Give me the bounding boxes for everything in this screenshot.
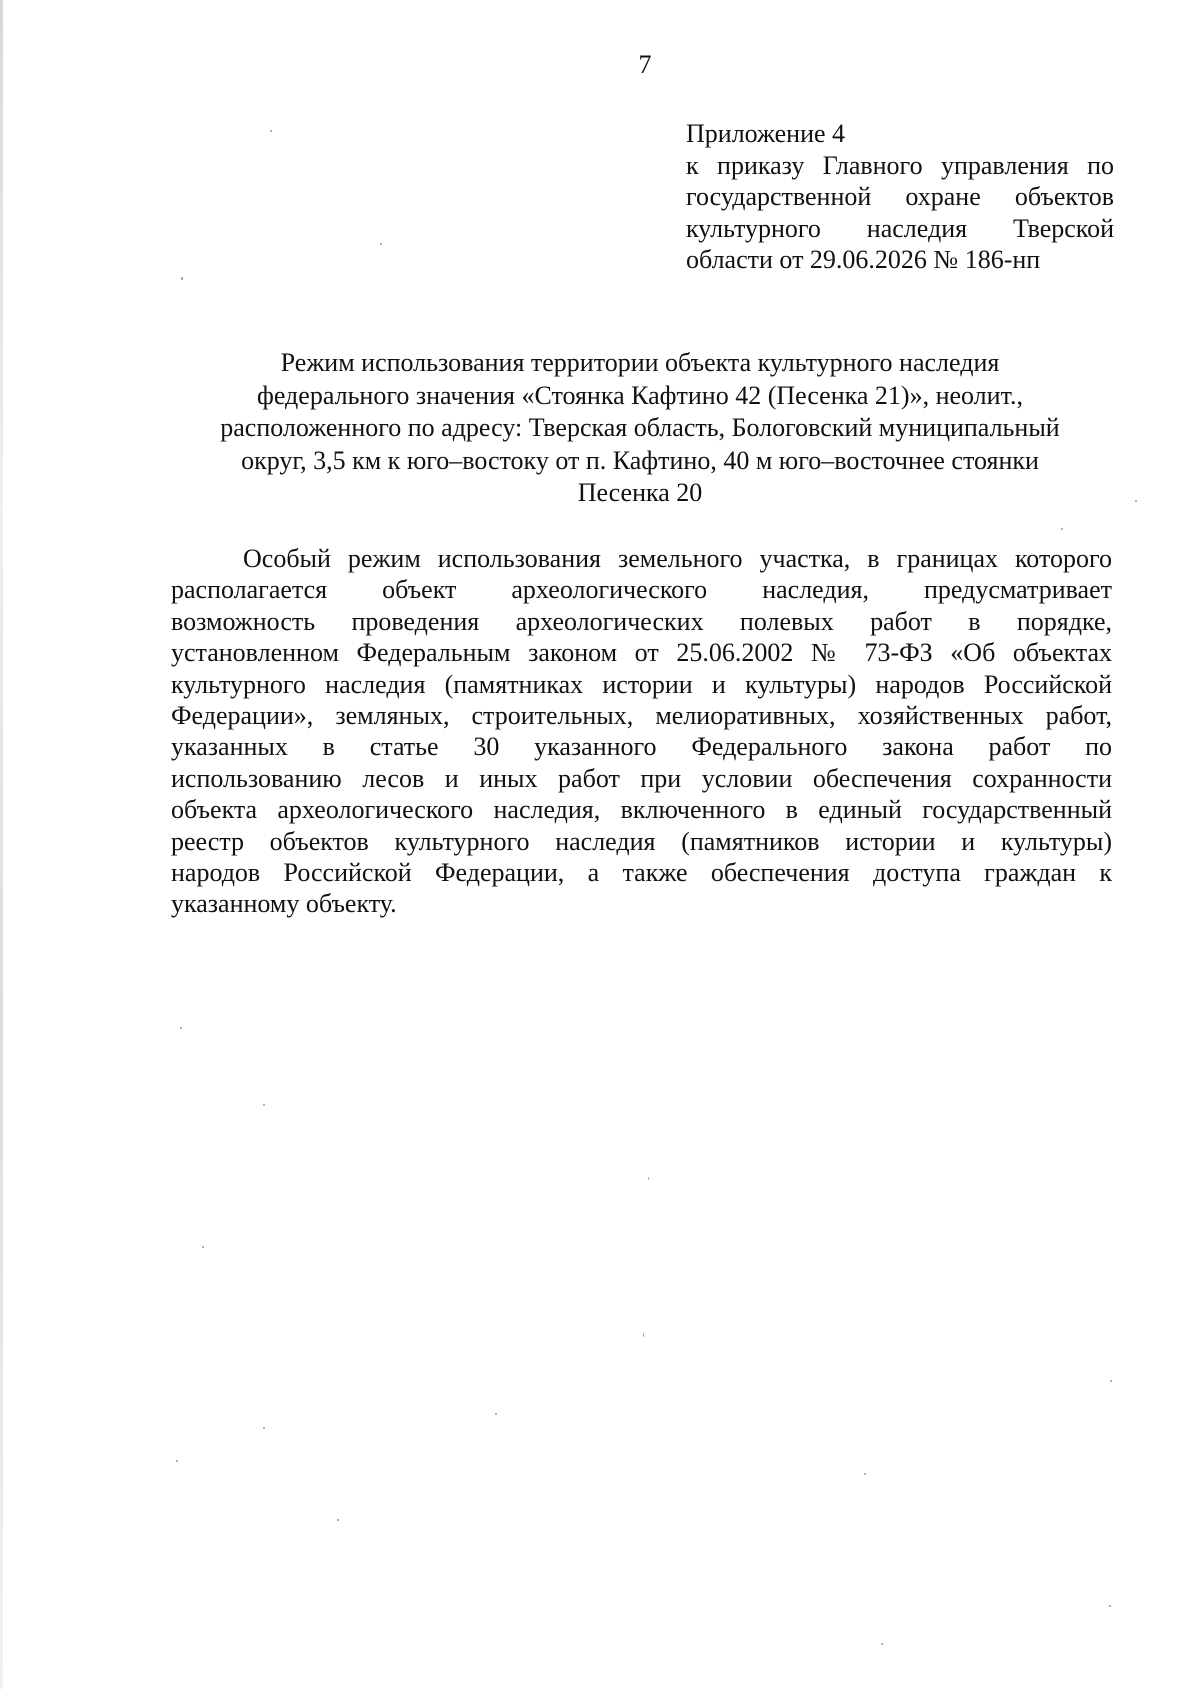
body-line: объекта археологического наследия, включенного в единый государственный: [171, 795, 1112, 825]
appendix-line: государственной охране объектов: [686, 182, 1114, 211]
title-line: расположенного по адресу: Тверская область, Бологовский муниципальный: [220, 413, 1060, 442]
scan-speck: [380, 243, 382, 245]
scan-speck: [648, 1177, 649, 1180]
scan-speck: [1135, 500, 1137, 502]
scan-speck: [270, 130, 272, 132]
scan-speck: [202, 1246, 204, 1248]
body-line: Особый режим использования земельного участка, в границах которого: [243, 544, 1112, 573]
appendix-line: культурного наследия Тверской: [686, 213, 1114, 243]
title-line: округ, 3,5 км к юго–востоку от п. Кафтино, 40 м юго–восточнее стоянки: [241, 445, 1039, 475]
scan-speck: [176, 1460, 178, 1462]
appendix-line: Приложение 4: [686, 119, 846, 148]
body-line: культурного наследия (памятниках истории и культуры) народов Российской: [171, 669, 1112, 699]
appendix-line: области от 29.06.2026 № 186-нп: [686, 245, 1041, 274]
appendix-line: к приказу Главного управления по: [686, 150, 1114, 180]
body-paragraph: [171, 543, 1112, 920]
title-line: Песенка 20: [577, 478, 703, 507]
title-line: Режим использования территории объекта культурного наследия: [280, 348, 1000, 377]
scan-speck: [181, 277, 183, 280]
title-line: федерального значения «Стоянка Кафтино 42 (Песенка 21)», неолит.,: [257, 380, 1023, 410]
body-line: располагается объект археологического наследия, предусматривает: [171, 575, 1112, 605]
scan-speck: [1109, 1605, 1111, 1607]
scan-speck: [337, 1519, 339, 1521]
scan-speck: [864, 1473, 866, 1475]
appendix-header: [686, 118, 1114, 276]
page-number: 7: [638, 50, 652, 79]
scan-speck: [180, 1027, 182, 1029]
scan-speck: [495, 1413, 497, 1415]
body-line: Федерации», земляных, строительных, мелиоративных, хозяйственных работ,: [171, 701, 1112, 731]
body-line: народов Российской Федерации, а также обеспечения доступа граждан к: [171, 858, 1112, 888]
body-line: указанному объекту.: [171, 889, 397, 919]
scan-speck: [263, 1427, 265, 1429]
document-title: [170, 347, 1110, 510]
scan-speck: [881, 1643, 883, 1645]
body-line: указанных в статье 30 указанного Федерального закона работ по: [171, 732, 1112, 762]
body-line: использованию лесов и иных работ при условии обеспечения сохранности: [171, 763, 1112, 793]
body-line: возможность проведения археологических полевых работ в порядке,: [171, 606, 1112, 636]
scan-speck: [263, 1104, 265, 1106]
scan-speck: [1110, 1380, 1112, 1382]
scan-speck: [1061, 528, 1063, 530]
body-line: реестр объектов культурного наследия (памятников истории и культуры): [171, 826, 1112, 856]
scan-edge: [0, 0, 3, 1689]
body-line: установленном Федеральным законом от 25.06.2002 № 73-ФЗ «Об объектах: [171, 638, 1112, 668]
scan-speck: [643, 1333, 644, 1337]
